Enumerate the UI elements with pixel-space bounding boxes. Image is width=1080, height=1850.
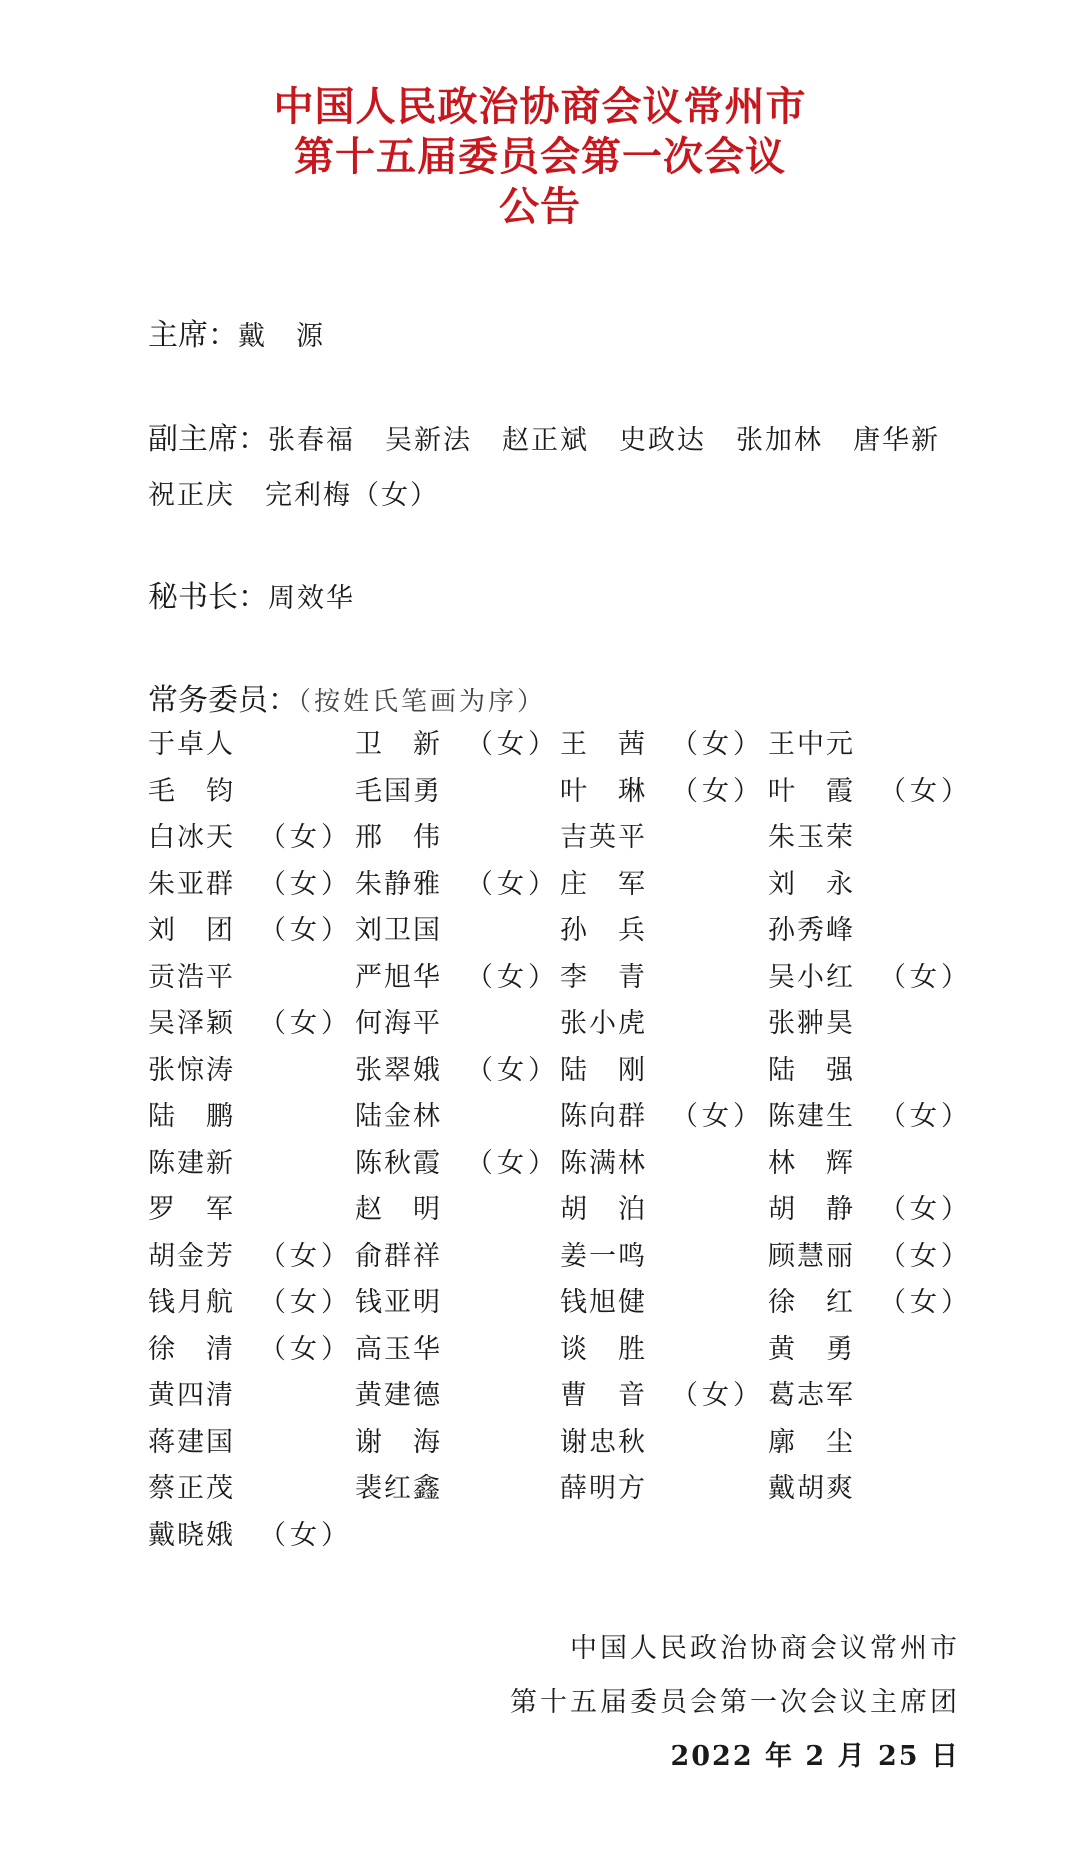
title-line-2: 第十五届委员会第一次会议 — [294, 134, 786, 180]
member-name: 王茜 — [560, 729, 645, 760]
member-name: 赵明 — [355, 1194, 440, 1225]
member-row — [148, 1234, 972, 1281]
member-row — [148, 722, 948, 769]
member-name: 戴胡爽 — [768, 1473, 853, 1504]
member-row — [148, 815, 948, 862]
member-name: 毛钧 — [148, 775, 233, 807]
member-entry — [560, 1187, 645, 1233]
member-entry — [768, 1327, 853, 1373]
member-name: 蔡正茂 — [148, 1473, 233, 1504]
vice-chair-name: 唐华新 — [853, 425, 940, 456]
member-name: 廓尘 — [768, 1426, 853, 1458]
member-name: 俞群祥 — [355, 1240, 440, 1272]
secretary-general-label: 秘书长： — [148, 580, 268, 615]
member-entry — [355, 815, 440, 861]
member-row — [148, 1094, 972, 1141]
female-mark: （女） — [466, 868, 559, 900]
title-line-1: 中国人民政治协商会议常州市 — [273, 84, 807, 130]
member-name: 李青 — [560, 961, 645, 993]
member-name: 葛志军 — [768, 1380, 853, 1411]
member-entry — [768, 1094, 972, 1140]
standing-committee-note: （按姓氏笔画为序） — [298, 687, 547, 717]
member-entry — [768, 1420, 853, 1466]
member-name: 钱亚明 — [355, 1287, 440, 1318]
member-entry — [355, 1048, 559, 1094]
member-name: 张小虎 — [560, 1008, 645, 1039]
member-name: 刘卫国 — [355, 915, 440, 946]
member-name: 叶琳 — [560, 775, 645, 807]
member-entry — [768, 1373, 853, 1419]
member-row — [148, 1187, 972, 1234]
member-name: 陆强 — [768, 1054, 853, 1086]
member-row — [148, 1420, 948, 1467]
chair-section — [148, 310, 325, 354]
member-entry — [560, 862, 645, 908]
member-row — [148, 1048, 948, 1095]
member-name: 陈向群 — [560, 1101, 645, 1132]
member-name: 谢海 — [355, 1426, 440, 1458]
member-name: 胡金芳 — [148, 1240, 233, 1272]
member-entry — [768, 1234, 972, 1280]
member-name: 刘团 — [148, 915, 233, 946]
member-name: 薛明方 — [560, 1473, 645, 1504]
title-line-3: 公告 — [499, 184, 581, 230]
member-row — [148, 1466, 948, 1513]
member-entry — [148, 1420, 233, 1466]
member-name: 何海平 — [355, 1008, 440, 1039]
member-name: 陆金林 — [355, 1101, 440, 1132]
member-entry — [560, 1048, 645, 1094]
member-name: 黄建德 — [355, 1380, 440, 1411]
member-entry — [148, 1280, 352, 1326]
female-mark: （女） — [259, 1519, 352, 1551]
member-name: 陈建生 — [768, 1101, 853, 1132]
vice-chair-name: 吴新法 — [385, 425, 472, 456]
female-mark: （女） — [879, 961, 972, 993]
member-entry — [355, 1094, 440, 1140]
member-entry — [355, 1327, 440, 1373]
member-entry — [355, 1001, 440, 1047]
member-entry — [355, 722, 559, 768]
member-entry — [148, 908, 352, 954]
member-entry — [355, 769, 440, 815]
chair-label: 主席： — [148, 318, 238, 353]
member-name: 钱月航 — [148, 1287, 233, 1318]
member-entry — [768, 1048, 853, 1094]
member-name: 张翠娥 — [355, 1054, 440, 1086]
vice-chair-name: 张春福 — [268, 425, 355, 456]
member-name: 叶霞 — [768, 775, 853, 807]
female-mark: （女） — [259, 1008, 352, 1039]
member-name: 毛国勇 — [355, 775, 440, 807]
announcement-title — [0, 82, 1080, 232]
member-entry — [148, 955, 233, 1001]
member-entry — [148, 815, 352, 861]
member-name: 朱静雅 — [355, 868, 440, 900]
member-name: 孙兵 — [560, 915, 645, 946]
member-entry — [768, 862, 853, 908]
member-row — [148, 862, 948, 909]
member-entry — [560, 1373, 764, 1419]
female-mark: （女） — [466, 729, 559, 760]
member-entry — [768, 722, 853, 768]
member-entry — [560, 1234, 645, 1280]
vice-chair-name: 张加林 — [736, 425, 823, 456]
secretary-general-name: 周效华 — [268, 583, 355, 614]
member-row — [148, 908, 948, 955]
member-name: 高玉华 — [355, 1333, 440, 1365]
member-name: 谢忠秋 — [560, 1426, 645, 1458]
member-name: 陆刚 — [560, 1054, 645, 1086]
member-entry — [355, 1373, 440, 1419]
member-entry — [560, 1094, 764, 1140]
female-mark: （女） — [259, 868, 352, 900]
member-entry — [148, 1373, 233, 1419]
member-entry — [355, 1466, 440, 1512]
member-entry — [560, 1001, 645, 1047]
member-entry — [355, 862, 559, 908]
member-name: 顾慧丽 — [768, 1240, 853, 1272]
member-name: 蒋建国 — [148, 1426, 233, 1458]
member-name: 朱亚群 — [148, 868, 233, 900]
female-mark: （女） — [466, 961, 559, 993]
member-row — [148, 1141, 948, 1188]
member-name: 姜一鸣 — [560, 1240, 645, 1272]
member-name: 贡浩平 — [148, 961, 233, 993]
member-name: 吴泽颖 — [148, 1008, 233, 1039]
member-entry — [560, 1327, 645, 1373]
female-mark: （女） — [259, 1333, 352, 1365]
member-name: 胡静 — [768, 1194, 853, 1225]
member-row — [148, 769, 972, 816]
female-mark: （女） — [671, 729, 764, 760]
member-entry — [560, 769, 764, 815]
female-mark: （女） — [259, 822, 352, 853]
female-mark: （女） — [879, 1287, 972, 1318]
member-entry — [768, 815, 853, 861]
member-name: 朱玉荣 — [768, 822, 853, 853]
member-entry — [148, 1187, 233, 1233]
member-entry — [560, 908, 645, 954]
member-name: 孙秀峰 — [768, 915, 853, 946]
member-entry — [560, 955, 645, 1001]
member-name: 邢伟 — [355, 822, 440, 853]
vice-chair-label: 副主席： — [148, 422, 268, 457]
female-mark: （女） — [259, 1287, 352, 1318]
standing-committee-label: 常务委员： — [148, 683, 298, 718]
member-name: 陆鹏 — [148, 1101, 233, 1132]
member-entry — [560, 1420, 645, 1466]
vice-chair-name: 完利梅（女） — [265, 480, 439, 511]
member-name: 庄军 — [560, 868, 645, 900]
female-mark: （女） — [671, 775, 764, 807]
member-entry — [148, 1513, 352, 1559]
vice-chair-row-2 — [148, 470, 948, 525]
member-name: 徐清 — [148, 1333, 233, 1365]
member-entry — [768, 1141, 853, 1187]
member-row — [148, 1327, 948, 1374]
member-name: 吴小红 — [768, 961, 853, 993]
member-row — [148, 1001, 948, 1048]
standing-committee-list — [148, 722, 972, 1559]
vice-chair-name: 赵正斌 — [502, 425, 589, 456]
member-entry — [355, 1234, 440, 1280]
member-entry — [355, 955, 559, 1001]
female-mark: （女） — [671, 1380, 764, 1411]
member-entry — [355, 908, 440, 954]
member-name: 徐红 — [768, 1287, 853, 1318]
member-entry — [768, 1280, 972, 1326]
member-name: 陈秋霞 — [355, 1147, 440, 1179]
footer-date: 2022 年 2 月 25 日 — [670, 1741, 960, 1772]
member-entry — [355, 1187, 440, 1233]
member-entry — [560, 722, 764, 768]
female-mark: （女） — [466, 1147, 559, 1179]
member-entry — [768, 908, 853, 954]
standing-committee-heading — [148, 675, 546, 719]
member-entry — [355, 1420, 440, 1466]
member-entry — [768, 955, 972, 1001]
member-entry — [768, 769, 972, 815]
chair-name: 戴 源 — [238, 321, 325, 352]
vice-chair-section — [148, 414, 948, 525]
member-name: 于卓人 — [148, 729, 233, 760]
footer-org: 中国人民政治协商会议常州市 — [570, 1633, 960, 1664]
member-entry — [148, 1094, 233, 1140]
member-name: 王中元 — [768, 729, 853, 760]
member-entry — [148, 769, 233, 815]
member-name: 张惊涛 — [148, 1054, 233, 1086]
secretary-general-section — [148, 572, 355, 616]
female-mark: （女） — [879, 775, 972, 807]
vice-chair-name: 祝正庆 — [148, 480, 235, 511]
member-entry — [148, 1001, 352, 1047]
member-name: 黄四清 — [148, 1380, 233, 1411]
member-entry — [148, 1327, 352, 1373]
member-name: 钱旭健 — [560, 1287, 645, 1318]
member-entry — [560, 1466, 645, 1512]
member-name: 罗军 — [148, 1194, 233, 1225]
member-row — [148, 955, 972, 1002]
member-entry — [560, 1280, 645, 1326]
member-entry — [768, 1187, 972, 1233]
member-name: 裴红鑫 — [355, 1473, 440, 1504]
member-name: 卫新 — [355, 729, 440, 760]
member-name: 谈胜 — [560, 1333, 645, 1365]
member-entry — [768, 1001, 853, 1047]
member-name: 黄勇 — [768, 1333, 853, 1365]
member-name: 刘永 — [768, 868, 853, 900]
member-name: 陈满林 — [560, 1147, 645, 1179]
female-mark: （女） — [671, 1101, 764, 1132]
footer-presidium: 第十五届委员会第一次会议主席团 — [510, 1687, 960, 1718]
member-name: 吉英平 — [560, 822, 645, 853]
member-entry — [560, 815, 645, 861]
member-row — [148, 1280, 972, 1327]
member-name: 曹音 — [560, 1380, 645, 1411]
member-entry — [768, 1466, 853, 1512]
member-name: 严旭华 — [355, 961, 440, 993]
female-mark: （女） — [466, 1054, 559, 1086]
member-entry — [355, 1141, 559, 1187]
member-row — [148, 1513, 948, 1560]
member-entry — [148, 1048, 233, 1094]
member-row — [148, 1373, 948, 1420]
member-entry — [148, 722, 233, 768]
member-entry — [560, 1141, 645, 1187]
member-entry — [148, 1234, 352, 1280]
female-mark: （女） — [879, 1101, 972, 1132]
female-mark: （女） — [879, 1194, 972, 1225]
member-name: 张翀昊 — [768, 1008, 853, 1039]
female-mark: （女） — [259, 1240, 352, 1272]
female-mark: （女） — [879, 1240, 972, 1272]
member-name: 陈建新 — [148, 1147, 233, 1179]
member-entry — [148, 862, 352, 908]
vice-chair-name: 史政达 — [619, 425, 706, 456]
member-entry — [148, 1141, 233, 1187]
member-name: 林辉 — [768, 1147, 853, 1179]
member-entry — [355, 1280, 440, 1326]
member-name: 胡泊 — [560, 1194, 645, 1225]
member-entry — [148, 1466, 233, 1512]
member-name: 戴晓娥 — [148, 1519, 233, 1551]
member-name: 白冰天 — [148, 822, 233, 853]
female-mark: （女） — [259, 915, 352, 946]
